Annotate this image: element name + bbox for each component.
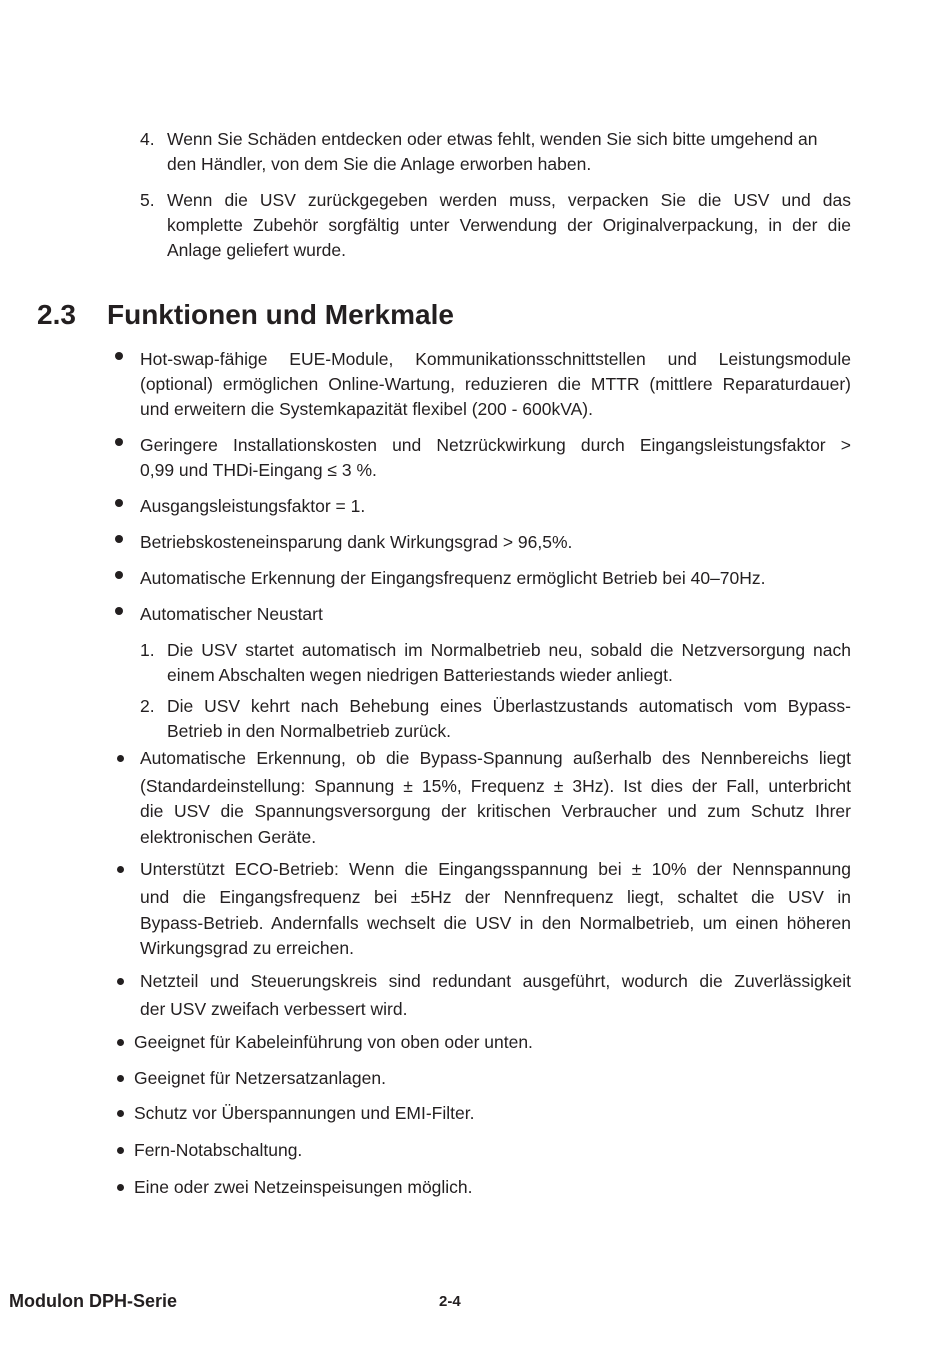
list-item-line: Wenn die USV zurückgegeben werden muss, verpacken Sie die USV und das xyxy=(167,190,851,210)
list-number: 2. xyxy=(140,696,155,716)
bullet-icon xyxy=(117,1110,124,1117)
feature-line: Fern-Notabschaltung. xyxy=(134,1140,303,1160)
bullet-icon xyxy=(117,755,124,762)
list-item-line: Die USV startet automatisch im Normalbetrieb neu, sobald die Netzversorgung nach xyxy=(167,640,851,660)
feature-line: Ausgangsleistungsfaktor = 1. xyxy=(140,496,366,516)
list-item-line: Die USV kehrt nach Behebung eines Überlastzustands automatisch vom Bypass- xyxy=(167,696,851,716)
list-number: 1. xyxy=(140,640,155,660)
feature-line: und die Eingangsfrequenz bei ±5Hz der Nennfrequenz liegt, schaltet die USV in xyxy=(140,887,851,907)
feature-line: 0,99 und THDi-Eingang ≤ 3 %. xyxy=(140,460,377,480)
footer-product: Modulon DPH-Serie xyxy=(9,1291,178,1311)
bullet-icon xyxy=(115,571,123,579)
feature-line: Netzteil und Steuerungskreis sind redundant ausgeführt, wodurch die Zuverlässigkeit xyxy=(140,971,851,991)
feature-line: elektronischen Geräte. xyxy=(140,827,317,847)
bullet-icon xyxy=(117,1184,124,1191)
bullet-icon xyxy=(117,1075,124,1082)
bullet-icon xyxy=(115,438,123,446)
list-item-line: einem Abschalten wegen niedrigen Batteriestands wieder anliegt. xyxy=(167,665,673,685)
feature-line: Betriebskosteneinsparung dank Wirkungsgrad > 96,5%. xyxy=(140,532,573,552)
bullet-icon xyxy=(117,866,124,873)
feature-line: Geringere Installationskosten und Netzrückwirkung durch Eingangsleistungsfaktor > xyxy=(140,435,851,455)
feature-line: Eine oder zwei Netzeinspeisungen möglich. xyxy=(134,1177,473,1197)
bullet-icon xyxy=(115,607,123,615)
bullet-icon xyxy=(117,978,124,985)
feature-line: und erweitern die Systemkapazität flexibel (200 - 600kVA). xyxy=(140,399,593,419)
list-number: 5. xyxy=(140,190,155,210)
section-title: Funktionen und Merkmale xyxy=(107,299,454,330)
page-number: 2-4 xyxy=(439,1293,461,1310)
bullet-icon xyxy=(115,352,123,360)
bullet-icon xyxy=(115,499,123,507)
list-item-line: den Händler, von dem Sie die Anlage erworben haben. xyxy=(167,154,592,174)
feature-line: der USV zweifach verbessert wird. xyxy=(140,999,408,1019)
bullet-icon xyxy=(117,1039,124,1046)
feature-line: Schutz vor Überspannungen und EMI-Filter. xyxy=(134,1103,475,1123)
list-item-line: Betrieb in den Normalbetrieb zurück. xyxy=(167,721,452,741)
feature-line: Bypass-Betrieb. Andernfalls wechselt die USV in den Normalbetrieb, um einen höheren xyxy=(140,913,851,933)
bullet-icon xyxy=(115,535,123,543)
feature-line: Geeignet für Kabeleinführung von oben oder unten. xyxy=(134,1032,533,1052)
list-number: 4. xyxy=(140,129,155,149)
feature-line: (optional) ermöglichen Online-Wartung, reduzieren die MTTR (mittlere Reparaturdauer) xyxy=(140,374,851,394)
bullet-icon xyxy=(117,1147,124,1154)
feature-line: Wirkungsgrad zu erreichen. xyxy=(140,938,354,958)
list-item-line: komplette Zubehör sorgfältig unter Verwendung der Originalverpackung, in der die xyxy=(167,215,851,235)
feature-line: Geeignet für Netzersatzanlagen. xyxy=(134,1068,386,1088)
feature-line: Automatischer Neustart xyxy=(140,604,323,624)
feature-line: Automatische Erkennung, ob die Bypass-Spannung außerhalb des Nennbereichs liegt xyxy=(140,748,851,768)
feature-line: Unterstützt ECO-Betrieb: Wenn die Eingangsspannung bei ± 10% der Nennspannung xyxy=(140,859,851,879)
feature-line: Hot-swap-fähige EUE-Module, Kommunikationsschnittstellen und Leistungsmodule xyxy=(140,349,851,369)
feature-line: die USV die Spannungsversorgung der kritischen Verbraucher und zum Schutz Ihrer xyxy=(140,801,851,821)
list-item-line: Wenn Sie Schäden entdecken oder etwas fehlt, wenden Sie sich bitte umgehend an xyxy=(167,129,818,149)
feature-line: Automatische Erkennung der Eingangsfrequenz ermöglicht Betrieb bei 40–70Hz. xyxy=(140,568,766,588)
feature-line: (Standardeinstellung: Spannung ± 15%, Frequenz ± 3Hz). Ist dies der Fall, unterbricht xyxy=(140,776,851,796)
section-number: 2.3 xyxy=(37,299,76,330)
list-item-line: Anlage geliefert wurde. xyxy=(167,240,346,260)
